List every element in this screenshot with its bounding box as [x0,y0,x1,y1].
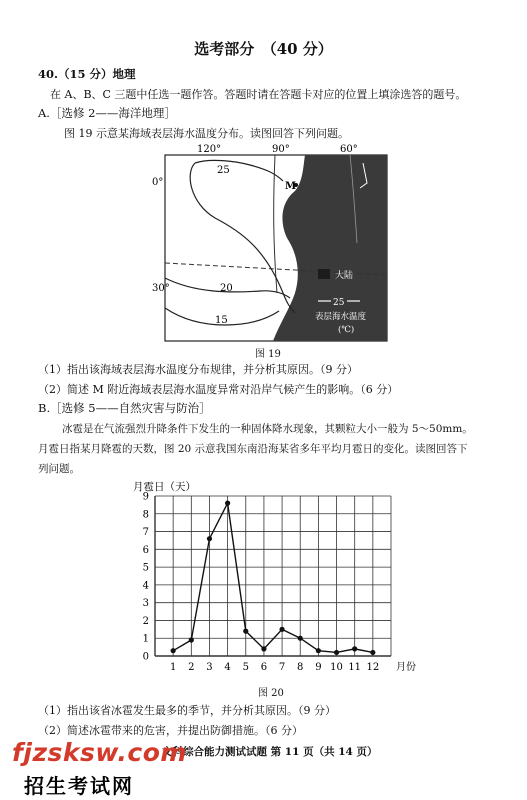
figure-20-caption: 图 20 [258,688,284,699]
legend-unit: (℃) [338,325,355,335]
watermark-url: fjzsksw.com [12,738,187,767]
x-tick-label: 4 [224,662,231,673]
y-tick-label: 9 [142,491,149,503]
isotherm-label-20: 20 [220,283,233,294]
y-axis-label: 月雹日（天） [133,481,196,493]
page-footer: 文科综合能力测试试题 第 11 页（共 14 页） [162,746,378,758]
legend-isotherm-value: 25 [333,298,345,308]
data-point [370,650,375,655]
section-a-q2: （2）简述 M 附近海域表层海水温度异常对沿岸气候产生的影响。（6 分） [38,383,399,396]
x-tick-label: 9 [315,662,322,673]
series-points [171,501,376,656]
y-tick-label: 1 [142,633,149,645]
x-tick-label: 10 [330,662,343,673]
lon-label-60: 60° [340,144,358,155]
x-tick-label: 8 [297,662,304,673]
data-point [189,637,194,642]
legend-land-label: 大陆 [335,271,354,281]
watermark-chinese: 招生考试网 [24,774,134,798]
data-point [171,648,176,653]
y-tick-label: 7 [142,527,149,539]
chart-grid [155,496,391,656]
section-a-intro: 图 19 示意某海域表层海水温度分布。读图回答下列问题。 [64,127,349,140]
x-tick-label: 7 [278,662,286,673]
section-b-paragraph-line3: 列问题。 [38,463,80,475]
x-tick-label: 11 [348,662,362,673]
x-tick-label: 2 [188,662,195,673]
data-point [261,646,266,651]
x-tick-label: 6 [260,662,268,673]
question-number: 40.（15 分）地理 [38,67,136,81]
section-b-heading: B.［选修 5——自然灾害与防治］ [38,401,211,415]
data-point [243,629,248,634]
section-title: 选考部分 （40 分） [194,40,333,58]
x-tick-label: 3 [206,662,213,673]
section-b-q2: （2）简述冰雹带来的危害，并提出防御措施。（6 分） [38,724,303,737]
x-tick-label: 5 [242,662,249,673]
x-axis-label: 月份 [396,662,416,673]
lat-label-0: 0° [152,177,164,188]
lon-label-120: 120° [197,144,222,155]
x-tick-label: 12 [366,662,380,673]
point-m-label: M [285,181,297,192]
isotherm-label-15: 15 [215,315,228,326]
x-tick-label: 1 [169,662,177,673]
isotherm-label-25: 25 [217,165,230,176]
y-tick-label: 3 [142,598,149,610]
data-point [279,627,284,632]
section-a-heading: A.［选修 2——海洋地理］ [38,106,176,120]
hail-days-chart [125,478,425,683]
series-line [173,503,373,652]
y-tick-label: 6 [142,544,149,556]
figure-19-caption: 图 19 [255,349,281,360]
section-a-q1: （1）指出该海域表层海水温度分布规律，并分析其原因。（9 分） [38,363,358,376]
sea-temperature-map [152,143,395,343]
legend-isotherm-text: 表层海水温度 [315,312,367,322]
legend-land-swatch [318,269,330,279]
data-point [316,648,321,653]
y-tick-label: 4 [142,580,149,592]
section-b-paragraph-line1: 冰雹是在气流强烈升降条件下发生的一种固体降水现象，其颗粒大小一般为 5～50mm。 [62,423,473,435]
x-tick-labels [170,662,379,673]
section-b-q1: （1）指出该省冰雹发生最多的季节，并分析其原因。（9 分） [38,704,336,717]
y-tick-label: 8 [142,509,149,521]
data-point [207,536,212,541]
instruction-text: 在 A、B、C 三题中任选一题作答。答题时请在答题卡对应的位置上填涂选答的题号。 [50,88,467,101]
y-tick-label: 5 [142,562,149,574]
data-point [298,636,303,641]
section-b-paragraph-line2: 月雹日指某月降雹的天数，图 20 示意我国东南沿海某省多年平均月雹日的变化。读图回答下 [38,443,468,455]
data-point [352,646,357,651]
y-tick-label: 2 [142,615,149,627]
y-tick-label: 0 [142,651,149,663]
y-tick-labels [143,492,149,663]
lon-label-90: 90° [272,144,290,155]
data-point [225,501,230,506]
data-point [334,650,339,655]
lat-label-30: 30° [152,283,170,294]
